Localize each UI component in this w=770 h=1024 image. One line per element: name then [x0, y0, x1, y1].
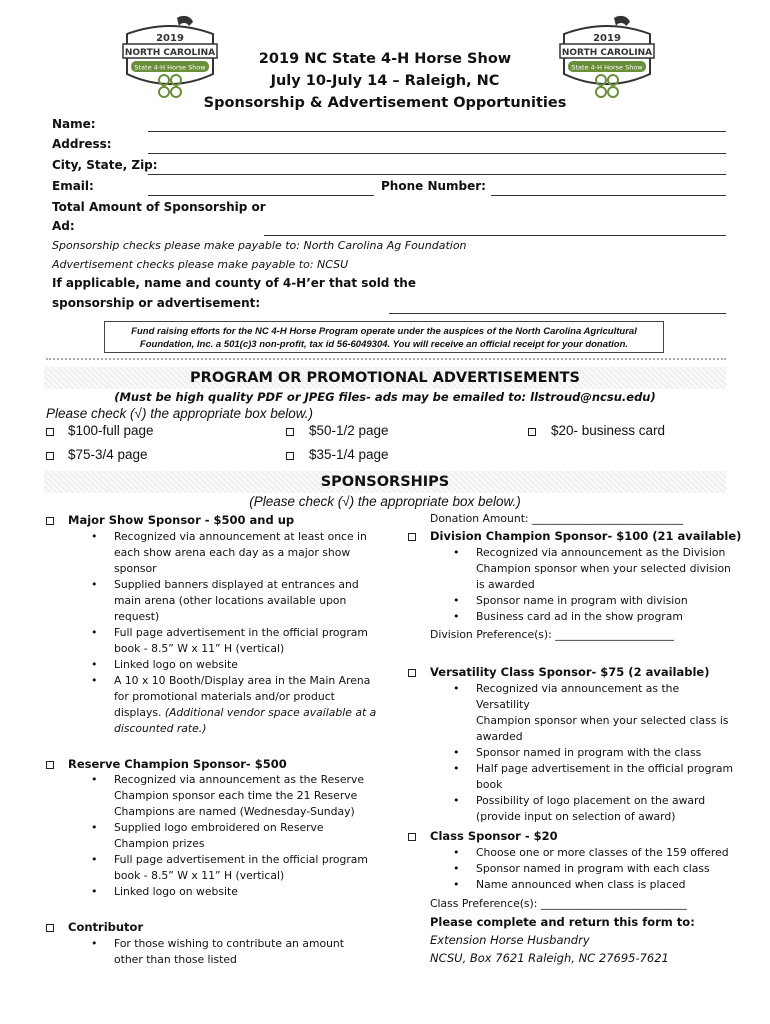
- logo-year: 2019: [593, 33, 621, 44]
- document-title-line2: July 10-July 14 – Raleigh, NC: [270, 73, 500, 89]
- list-item: • Linked logo on website: [114, 657, 384, 673]
- division-sponsor-checkbox[interactable]: [408, 533, 416, 541]
- ads-heading: PROGRAM OR PROMOTIONAL ADVERTISEMENTS: [44, 367, 726, 389]
- versatility-sponsor-title: Versatility Class Sponsor- $75 (2 available): [430, 665, 710, 679]
- return-address-line1: Extension Horse Husbandry: [430, 933, 590, 947]
- total-amount-field[interactable]: [264, 235, 726, 236]
- list-item: • Recognized via announcement as the Division Champion sponsor when your selected division is awarded: [476, 545, 736, 593]
- logo-event: State 4-H Horse Show: [571, 63, 643, 72]
- list-item: • Supplied banners displayed at entrances and main arena (other locations available upon request): [114, 577, 384, 625]
- document-title-line3: Sponsorship & Advertisement Opportunities: [203, 95, 567, 111]
- ad-35-label: $35-1/4 page: [309, 447, 389, 462]
- fundraising-notice: [104, 321, 664, 353]
- list-item: • Recognized via announcement at least once in each show arena each day as a major show sponsor: [114, 529, 384, 577]
- sponsorships-instruction: (Please check (√) the appropriate box below.): [249, 494, 521, 509]
- ad-75-label: $75-3/4 page: [68, 447, 148, 462]
- versatility-sponsor-checkbox[interactable]: [408, 669, 416, 677]
- ads-subheading: (Must be high quality PDF or JPEG files- ads may be emailed to: llstroud@ncsu.edu): [114, 390, 656, 404]
- logo-year: 2019: [156, 33, 184, 44]
- applicable-label-1: If applicable, name and county of 4-H’er that sold the: [52, 276, 416, 290]
- division-sponsor-benefits: [476, 545, 736, 625]
- phone-field[interactable]: [491, 195, 726, 196]
- ad-20-checkbox[interactable]: [528, 428, 536, 436]
- sponsorships-heading: SPONSORSHIPS: [44, 471, 726, 493]
- contributor-title: Contributor: [68, 920, 144, 934]
- name-label: Name:: [52, 117, 96, 131]
- logo-state: NORTH CAROLINA: [124, 48, 216, 58]
- name-field[interactable]: [148, 131, 726, 132]
- phone-label: Phone Number:: [381, 179, 486, 193]
- list-item: • A 10 x 10 Booth/Display area in the Main Arena for promotional materials and/or product displays. (Additional vendor space available at a discounted rate.): [114, 673, 384, 737]
- list-item: • Recognized via announcement as the Versatility Champion sponsor when your selected class is awarded: [476, 681, 736, 745]
- email-field[interactable]: [148, 195, 374, 196]
- class-preference-field[interactable]: Class Preference(s): ___________________________: [430, 897, 687, 910]
- notice-line2: Foundation, Inc. a 501(c)3 non-profit, tax id 56-6049304. You will receive an official receipt for your donation.: [139, 339, 629, 350]
- list-item: • Choose one or more classes of the 159 offered: [476, 845, 736, 861]
- applicable-label-2: sponsorship or advertisement:: [52, 296, 261, 310]
- total-amount-label-2: Ad:: [52, 219, 75, 233]
- list-item: • Business card ad in the show program: [476, 609, 736, 625]
- address-label: Address:: [52, 137, 112, 151]
- ad-75-checkbox[interactable]: [46, 452, 54, 460]
- division-sponsor-title: Division Champion Sponsor- $100 (21 available): [430, 529, 742, 543]
- list-item: • Supplied logo embroidered on Reserve Champion prizes: [114, 820, 384, 852]
- list-item: • Possibility of logo placement on the award (provide input on selection of award): [476, 793, 736, 825]
- ads-instruction: Please check (√) the appropriate box below.): [46, 406, 314, 421]
- list-item: • Half page advertisement in the official program book: [476, 761, 736, 793]
- list-item: • Sponsor named in program with each class: [476, 861, 736, 877]
- list-item: • Sponsor name in program with division: [476, 593, 736, 609]
- class-sponsor-benefits: [476, 845, 736, 893]
- ad-35-checkbox[interactable]: [286, 452, 294, 460]
- address-field[interactable]: [148, 153, 726, 154]
- list-item: • Name announced when class is placed: [476, 877, 736, 893]
- ad-20-label: $20- business card: [551, 423, 666, 438]
- major-sponsor-benefits: [114, 529, 384, 737]
- class-sponsor-title: Class Sponsor - $20: [430, 829, 558, 843]
- reserve-sponsor-title: Reserve Champion Sponsor- $500: [68, 757, 287, 771]
- notice-line1: Fund raising efforts for the NC 4-H Horse Program operate under the auspices of the North Carolina Agricultural: [131, 326, 637, 337]
- list-item: • Linked logo on website: [114, 884, 384, 900]
- reserve-sponsor-benefits: [114, 772, 384, 900]
- sponsorship-checks-note: Sponsorship checks please make payable to: North Carolina Ag Foundation: [52, 239, 467, 252]
- document-title-line1: 2019 NC State 4-H Horse Show: [258, 51, 512, 67]
- contributor-benefits: [114, 936, 384, 968]
- city-state-zip-field[interactable]: [148, 174, 726, 175]
- list-item: • For those wishing to contribute an amount other than those listed: [114, 936, 384, 968]
- advertisement-checks-note: Advertisement checks please make payable to: NCSU: [52, 258, 349, 271]
- major-sponsor-title: Major Show Sponsor - $500 and up: [68, 513, 295, 527]
- logo-state: NORTH CAROLINA: [561, 48, 653, 58]
- applicable-field[interactable]: [389, 313, 726, 314]
- email-label: Email:: [52, 179, 94, 193]
- ad-50-checkbox[interactable]: [286, 428, 294, 436]
- major-sponsor-checkbox[interactable]: [46, 517, 54, 525]
- ad-100-checkbox[interactable]: [46, 428, 54, 436]
- ad-100-label: $100-full page: [68, 423, 154, 438]
- list-item: • Sponsor named in program with the class: [476, 745, 736, 761]
- division-preference-field[interactable]: Division Preference(s): ______________________: [430, 628, 674, 641]
- contributor-checkbox[interactable]: [46, 924, 54, 932]
- donation-amount-field[interactable]: Donation Amount: ____________________________: [430, 512, 684, 525]
- class-sponsor-checkbox[interactable]: [408, 833, 416, 841]
- list-item: • Full page advertisement in the official program book - 8.5” W x 11” H (vertical): [114, 852, 384, 884]
- reserve-sponsor-checkbox[interactable]: [46, 761, 54, 769]
- city-state-zip-label: City, State, Zip:: [52, 158, 158, 172]
- total-amount-label-1: Total Amount of Sponsorship or: [52, 200, 266, 214]
- section-divider: [46, 358, 726, 360]
- versatility-sponsor-benefits: [476, 681, 736, 825]
- list-item: • Full page advertisement in the official program book - 8.5” W x 11” H (vertical): [114, 625, 384, 657]
- logo-event: State 4-H Horse Show: [134, 63, 206, 72]
- ad-50-label: $50-1/2 page: [309, 423, 389, 438]
- return-address-line2: NCSU, Box 7621 Raleigh, NC 27695-7621: [430, 951, 669, 965]
- list-item: • Recognized via announcement as the Reserve Champion sponsor each time the 21 Reserve Champions are named (Wednesday-Sunday): [114, 772, 384, 820]
- return-heading: Please complete and return this form to:: [430, 915, 695, 929]
